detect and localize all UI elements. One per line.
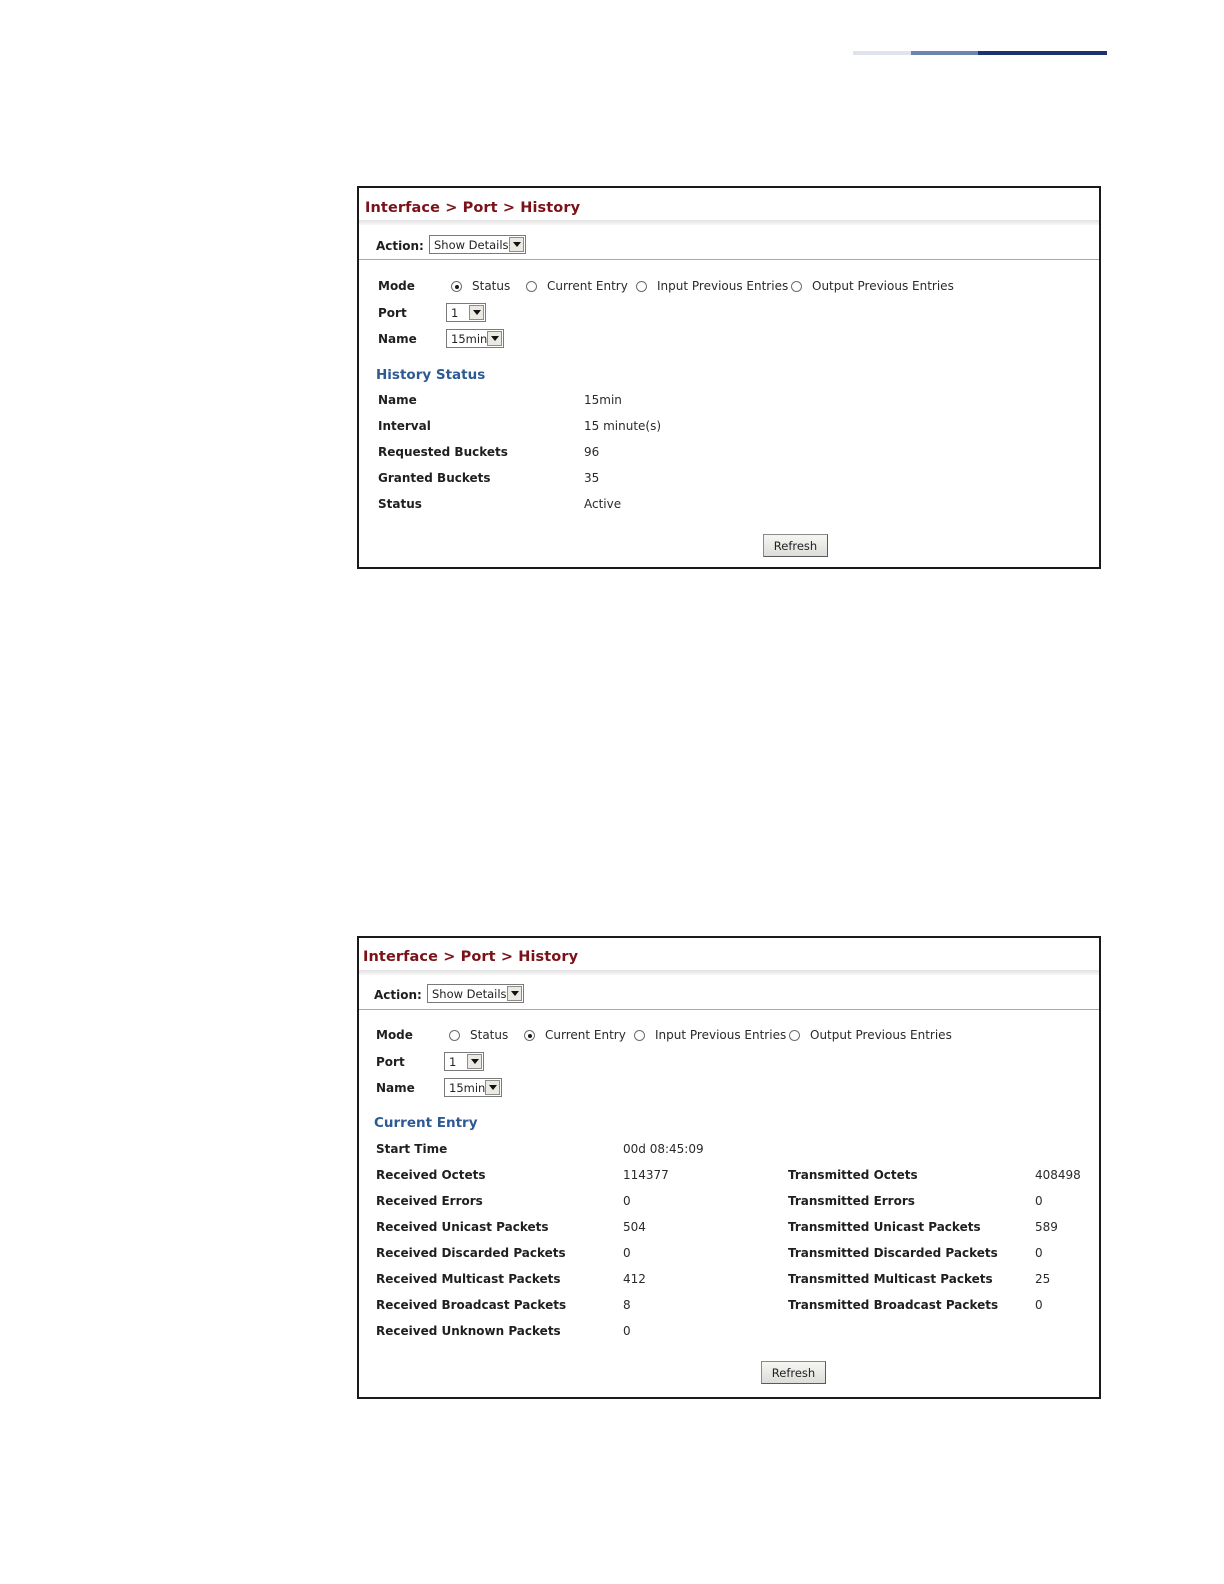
received-broadcast-value: 8: [623, 1298, 631, 1312]
port-label: Port: [376, 1055, 405, 1069]
chevron-down-icon: [507, 986, 522, 1001]
row-value-name: 15min: [584, 393, 622, 407]
received-discarded-value: 0: [623, 1246, 631, 1260]
received-unknown-value: 0: [623, 1324, 631, 1338]
header-accent-mid: [911, 51, 978, 55]
action-select[interactable]: [429, 235, 526, 254]
start-time-value: 00d 08:45:09: [623, 1142, 704, 1156]
mode-radio-status[interactable]: [451, 281, 462, 292]
transmitted-discarded-value: 0: [1035, 1246, 1043, 1260]
row-value-interval: 15 minute(s): [584, 419, 662, 433]
chevron-down-icon: [487, 331, 502, 346]
received-discarded-label: Received Discarded Packets: [376, 1246, 566, 1260]
action-divider: [359, 1009, 1099, 1010]
name-select[interactable]: [444, 1078, 502, 1097]
row-value-status: Active: [584, 497, 622, 511]
transmitted-broadcast-value: 0: [1035, 1298, 1043, 1312]
transmitted-broadcast-label: Transmitted Broadcast Packets: [788, 1298, 999, 1312]
header-accent-dark: [978, 51, 1107, 55]
action-label: Action:: [376, 239, 424, 253]
chevron-down-icon: [485, 1080, 500, 1095]
mode-radio-output-previous-label: Output Previous Entries: [810, 1028, 952, 1042]
name-label: Name: [378, 332, 417, 346]
port-select-value: 1: [449, 1054, 457, 1069]
mode-label: Mode: [378, 279, 415, 293]
received-errors-value: 0: [623, 1194, 631, 1208]
page-title: Interface > Port > History: [365, 200, 581, 216]
row-label-interval: Interval: [378, 419, 431, 433]
transmitted-unicast-label: Transmitted Unicast Packets: [788, 1220, 981, 1234]
row-label-granted-buckets: Granted Buckets: [378, 471, 491, 485]
received-octets-value: 114377: [623, 1168, 669, 1182]
transmitted-errors-value: 0: [1035, 1194, 1043, 1208]
section-title: History Status: [376, 367, 486, 383]
action-select-value: Show Details: [434, 237, 509, 252]
chevron-down-icon: [467, 1054, 482, 1069]
mode-radio-output-previous[interactable]: [789, 1030, 800, 1041]
received-multicast-value: 412: [623, 1272, 646, 1286]
history-status-panel: [357, 186, 1101, 569]
action-divider: [359, 259, 1099, 260]
received-unicast-label: Received Unicast Packets: [376, 1220, 549, 1234]
row-label-requested-buckets: Requested Buckets: [378, 445, 508, 459]
mode-radio-output-previous[interactable]: [791, 281, 802, 292]
section-title: Current Entry: [374, 1115, 478, 1131]
received-errors-label: Received Errors: [376, 1194, 483, 1208]
mode-radio-current-entry[interactable]: [526, 281, 537, 292]
refresh-button[interactable]: Refresh: [761, 1361, 826, 1384]
current-entry-panel: [357, 936, 1101, 1399]
port-label: Port: [378, 306, 407, 320]
mode-radio-status[interactable]: [449, 1030, 460, 1041]
transmitted-octets-label: Transmitted Octets: [788, 1168, 918, 1182]
mode-radio-status-label: Status: [472, 279, 511, 293]
mode-radio-input-previous-label: Input Previous Entries: [657, 279, 789, 293]
mode-radio-input-previous[interactable]: [636, 281, 647, 292]
row-label-status: Status: [378, 497, 422, 511]
mode-radio-current-entry[interactable]: [524, 1030, 535, 1041]
received-broadcast-label: Received Broadcast Packets: [376, 1298, 567, 1312]
received-unknown-label: Received Unknown Packets: [376, 1324, 561, 1338]
start-time-label: Start Time: [376, 1142, 448, 1156]
transmitted-discarded-label: Transmitted Discarded Packets: [788, 1246, 998, 1260]
header-accent-light: [853, 51, 911, 55]
port-select[interactable]: [444, 1052, 484, 1071]
name-select[interactable]: [446, 329, 504, 348]
port-select[interactable]: [446, 303, 486, 322]
mode-radio-output-previous-label: Output Previous Entries: [812, 279, 954, 293]
action-select-value: Show Details: [432, 986, 507, 1001]
transmitted-multicast-value: 25: [1035, 1272, 1051, 1286]
received-multicast-label: Received Multicast Packets: [376, 1272, 561, 1286]
mode-radio-current-entry-label: Current Entry: [545, 1028, 626, 1042]
refresh-button[interactable]: Refresh: [763, 534, 828, 557]
name-select-value: 15min: [449, 1080, 485, 1095]
mode-radio-input-previous[interactable]: [634, 1030, 645, 1041]
mode-label: Mode: [376, 1028, 413, 1042]
mode-radio-input-previous-label: Input Previous Entries: [655, 1028, 787, 1042]
mode-radio-status-label: Status: [470, 1028, 509, 1042]
mode-radio-current-entry-label: Current Entry: [547, 279, 628, 293]
transmitted-errors-label: Transmitted Errors: [788, 1194, 915, 1208]
received-octets-label: Received Octets: [376, 1168, 486, 1182]
transmitted-unicast-value: 589: [1035, 1220, 1058, 1234]
title-divider: [359, 970, 1099, 975]
name-select-value: 15min: [451, 331, 487, 346]
chevron-down-icon: [469, 305, 484, 320]
action-select[interactable]: [427, 984, 524, 1003]
received-unicast-value: 504: [623, 1220, 646, 1234]
port-select-value: 1: [451, 305, 459, 320]
action-label: Action:: [374, 988, 422, 1002]
page-title: Interface > Port > History: [363, 949, 579, 965]
name-label: Name: [376, 1081, 415, 1095]
row-value-requested-buckets: 96: [584, 445, 600, 459]
row-value-granted-buckets: 35: [584, 471, 600, 485]
transmitted-octets-value: 408498: [1035, 1168, 1081, 1182]
transmitted-multicast-label: Transmitted Multicast Packets: [788, 1272, 993, 1286]
title-divider: [359, 220, 1099, 225]
chevron-down-icon: [509, 237, 524, 252]
row-label-name: Name: [378, 393, 417, 407]
